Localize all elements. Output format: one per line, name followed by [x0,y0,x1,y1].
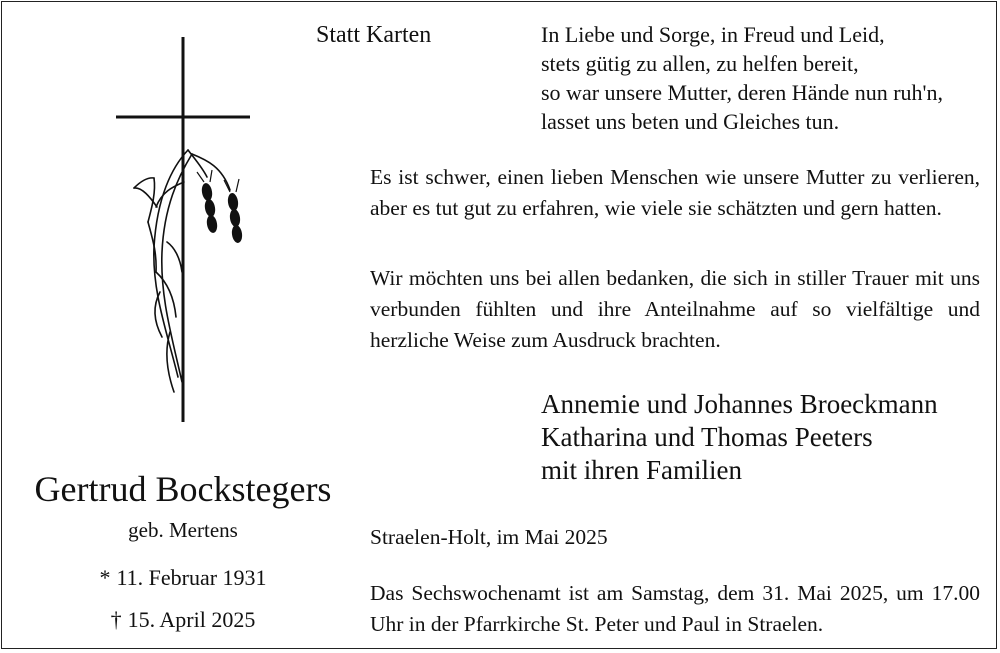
poem-line: stets gütig zu allen, zu helfen bereit, [541,51,859,76]
place-date: Straelen-Holt, im Mai 2025 [370,525,608,549]
birth-line [2,564,364,592]
poem-line: lasset uns beten und Gleiches tun. [541,109,840,134]
maiden-name: geb. Mertens [128,518,238,542]
death-date: 15. April 2025 [127,607,256,632]
death-line [2,606,364,634]
poem [541,20,943,136]
thanks-paragraph-2: Wir möchten uns bei allen bedanken, die sich in stiller Trauer mit uns verbunden fühlten und ihre Anteilnahme auf so vielfältige und herzliche Weise zum Ausdruck brachten. [370,266,980,352]
cross-with-wheat-icon [112,32,272,432]
obituary-card [1,1,997,649]
signer-line: Annemie und Johannes Broeckmann [541,389,938,419]
signers [541,388,938,487]
death-symbol: † [110,607,122,632]
deceased-name: Gertrud Bockstegers [34,469,332,509]
birth-date: 11. Februar 1931 [116,565,267,590]
poem-line: In Liebe und Sorge, in Freud und Leid, [541,22,885,47]
signer-line: Katharina und Thomas Peeters [541,422,873,452]
service-notice: Das Sechswochenamt ist am Samstag, dem 31. Mai 2025, um 17.00 Uhr in der Pfarrkirche St. Peter und Paul in Straelen. [370,581,980,636]
signer-line: mit ihren Familien [541,455,742,485]
poem-line: so war unsere Mutter, deren Hände nun ruh'n, [541,80,944,105]
thanks-paragraph-1: Es ist schwer, einen lieben Menschen wie unsere Mutter zu verlieren, aber es tut gut zu erfahren, wie viele sie schätzten und gern hatten. [370,165,980,220]
statt-karten-label: Statt Karten [316,22,432,48]
birth-symbol: * [99,565,111,590]
